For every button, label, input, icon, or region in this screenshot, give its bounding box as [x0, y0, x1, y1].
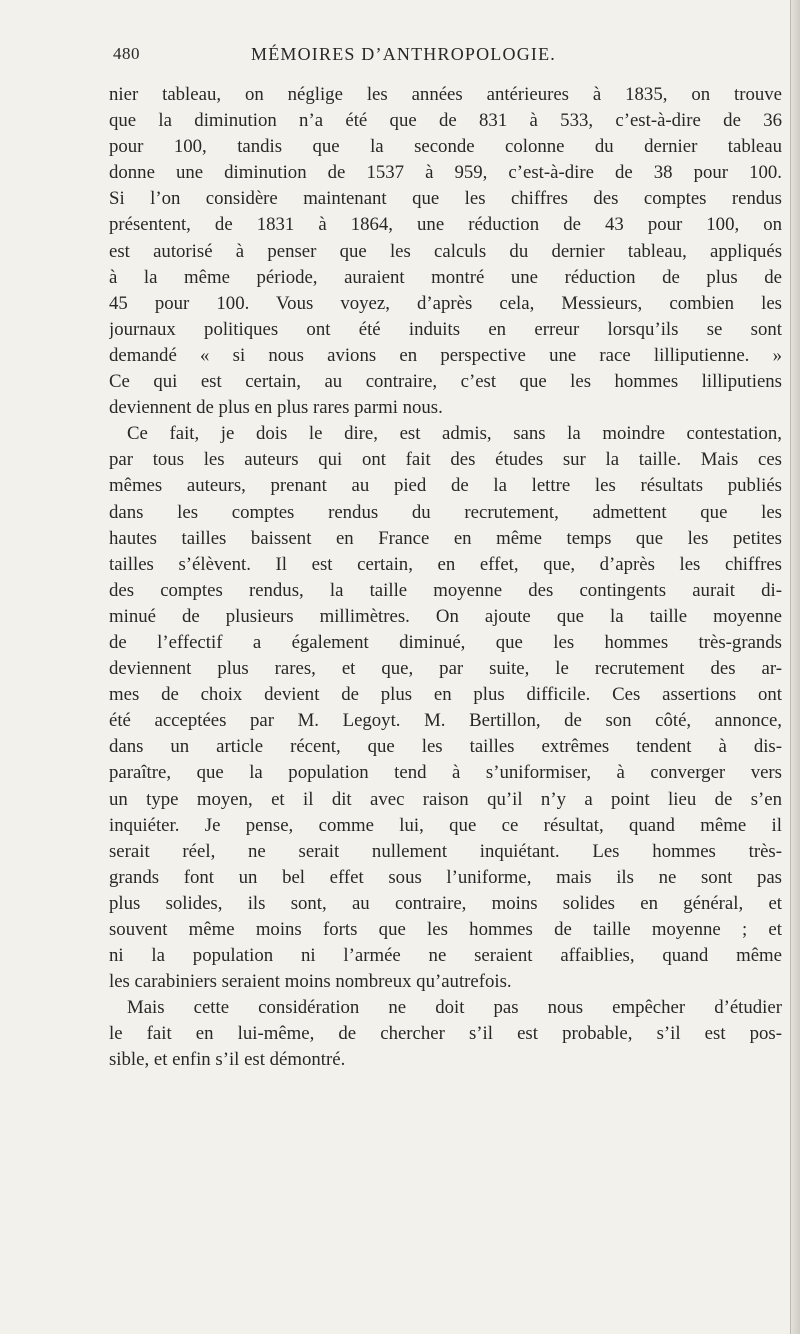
- paragraph-1: [109, 82, 782, 421]
- text-line: minué de plusieurs millimètres. On ajoute que la taille moyenne: [109, 605, 782, 627]
- text-line: sible, et enfin s’il est démontré.: [109, 1049, 346, 1071]
- text-line: Ce qui est certain, au contraire, c’est que les hommes lilliputiens: [109, 371, 782, 393]
- text-line: deviennent de plus en plus rares parmi nous.: [109, 397, 443, 419]
- text-line: grands font un bel effet sous l’uniforme, mais ils ne sont pas: [109, 866, 782, 888]
- text-line: le fait en lui-même, de chercher s’il est probable, s’il est pos-: [109, 1023, 782, 1045]
- page-number: 480: [113, 44, 140, 63]
- text-line: donne une diminution de 1537 à 959, c’est-à-dire de 38 pour 100.: [109, 162, 782, 184]
- text-line: un type moyen, et il dit avec raison qu’il n’y a point lieu de s’en: [109, 788, 782, 810]
- text-line: dans les comptes rendus du recrutement, admettent que les: [109, 501, 782, 523]
- text-line: de l’effectif a également diminué, que les hommes très-grands: [109, 631, 782, 653]
- text-line: pour 100, tandis que la seconde colonne du dernier tableau: [109, 136, 782, 158]
- text-line: nier tableau, on néglige les années antérieures à 1835, on trouve: [109, 84, 782, 105]
- body-text: [109, 82, 782, 1074]
- text-line: deviennent plus rares, et que, par suite, le recrutement des ar-: [109, 658, 782, 680]
- paragraph-3: [109, 995, 782, 1073]
- text-line: hautes tailles baissent en France en même temps que les petites: [109, 527, 782, 549]
- text-line: est autorisé à penser que les calculs du dernier tableau, appliqués: [109, 240, 782, 262]
- text-line: les carabiniers seraient moins nombreux qu’autrefois.: [109, 971, 512, 993]
- text-line: journaux politiques ont été induits en erreur lorsqu’ils se sont: [109, 318, 782, 340]
- text-line: Si l’on considère maintenant que les chiffres des comptes rendus: [109, 188, 782, 210]
- text-line: Mais cette considération ne doit pas nous empêcher d’étudier: [127, 997, 782, 1019]
- text-line: mêmes auteurs, prenant au pied de la lettre les résultats publiés: [109, 475, 782, 497]
- text-line: inquiéter. Je pense, comme lui, que ce résultat, quand même il: [109, 814, 782, 836]
- text-line: des comptes rendus, la taille moyenne des contingents aurait di-: [109, 579, 782, 601]
- text-line: plus solides, ils sont, au contraire, moins solides en général, et: [109, 892, 782, 914]
- text-line: à la même période, auraient montré une réduction de plus de: [109, 266, 782, 288]
- text-line: serait réel, ne serait nullement inquiétant. Les hommes très-: [109, 840, 782, 862]
- text-line: paraître, que la population tend à s’uniformiser, à converger vers: [109, 762, 782, 784]
- page-edge-shadow: [790, 0, 800, 1334]
- text-line: mes de choix devient de plus en plus difficile. Ces assertions ont: [109, 684, 782, 706]
- text-line: par tous les auteurs qui ont fait des études sur la taille. Mais ces: [109, 449, 782, 471]
- text-line: présentent, de 1831 à 1864, une réduction de 43 pour 100, on: [109, 214, 782, 236]
- text-line: que la diminution n’a été que de 831 à 533, c’est-à-dire de 36: [109, 110, 782, 132]
- text-line: souvent même moins forts que les hommes de taille moyenne ; et: [109, 919, 782, 940]
- text-line: ni la population ni l’armée ne seraient affaiblies, quand même: [109, 945, 782, 967]
- page-header: [113, 44, 775, 74]
- text-line: 45 pour 100. Vous voyez, d’après cela, Messieurs, combien les: [109, 292, 782, 314]
- text-line: été acceptées par M. Legoyt. M. Bertillon, de son côté, annonce,: [109, 710, 782, 732]
- paragraph-2: [109, 421, 782, 995]
- text-line: tailles s’élèvent. Il est certain, en effet, que, d’après les chiffres: [109, 553, 782, 575]
- running-title: MÉMOIRES D’ANTHROPOLOGIE.: [251, 44, 556, 64]
- text-line: demandé « si nous avions en perspective une race lilliputienne. »: [109, 344, 782, 366]
- text-line: Ce fait, je dois le dire, est admis, sans la moindre contestation,: [127, 423, 782, 445]
- text-line: dans un article récent, que les tailles extrêmes tendent à dis-: [109, 736, 782, 758]
